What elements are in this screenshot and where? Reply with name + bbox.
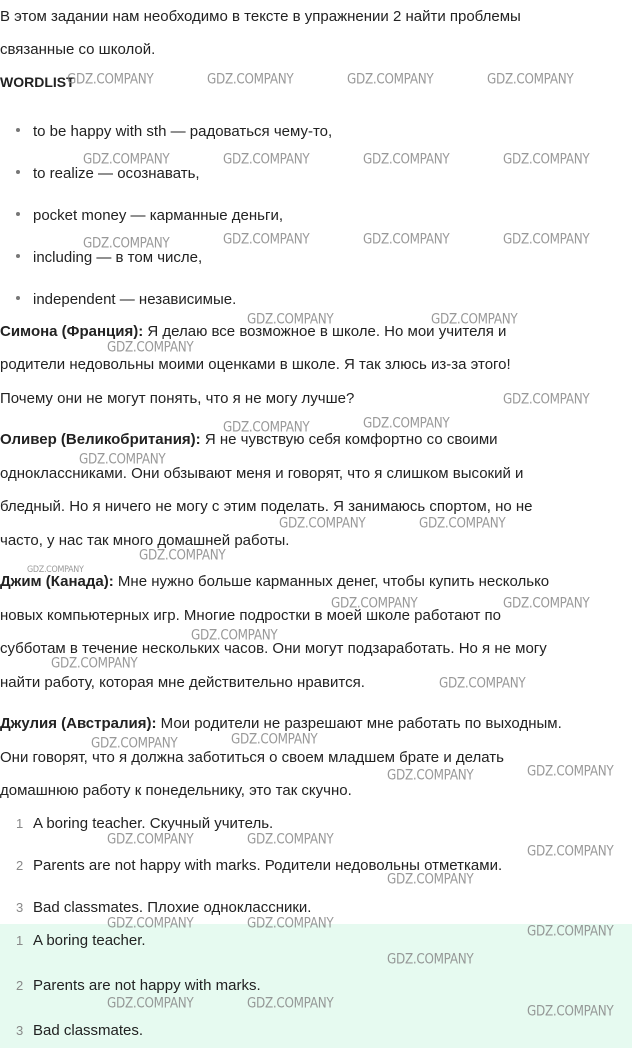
watermark: GDZ.COMPANY [107, 915, 194, 932]
watermark: GDZ.COMPANY [331, 595, 418, 612]
paragraph-julia-line-1: Джулия (Австралия): Мои родители не разрешают мне работать по выходным. [0, 715, 562, 732]
watermark: GDZ.COMPANY [387, 951, 474, 968]
watermark: GDZ.COMPANY [223, 419, 310, 436]
watermark: GDZ.COMPANY [363, 151, 450, 168]
watermark: GDZ.COMPANY [439, 675, 526, 692]
watermark: GDZ.COMPANY [527, 923, 614, 940]
watermark: GDZ.COMPANY [247, 831, 334, 848]
paragraph-oliver-line-2: одноклассниками. Они обзывают меня и говорят, что я слишком высокий и [0, 465, 524, 482]
paragraph-julia-line-2: Они говорят, что я должна заботиться о своем младшем брате и делать [0, 749, 504, 766]
watermark: GDZ.COMPANY [527, 1003, 614, 1020]
paragraph-jim-line-1: Джим (Канада): Мне нужно больше карманных денег, чтобы купить несколько [0, 573, 550, 590]
watermark: GDZ.COMPANY [27, 564, 84, 575]
wordlist-item: to be happy with sth — радоваться чему-то, [16, 122, 332, 142]
watermark: GDZ.COMPANY [527, 843, 614, 860]
watermark: GDZ.COMPANY [347, 71, 434, 88]
paragraph-oliver-line-3: бледный. Но я ничего не могу с этим поделать. Я занимаюсь спортом, но не [0, 498, 533, 515]
watermark: GDZ.COMPANY [503, 595, 590, 612]
watermark: GDZ.COMPANY [503, 391, 590, 408]
paragraph-oliver-line-4: часто, у нас так много домашней работы. [0, 532, 290, 549]
watermark: GDZ.COMPANY [431, 311, 518, 328]
numbered-item: 3 Bad classmates. Плохие одноклассники. [16, 899, 312, 916]
bullet-icon [16, 254, 20, 258]
bullet-icon [16, 212, 20, 216]
speaker-name: Оливер (Великобритания): [0, 431, 201, 448]
speaker-name: Джим (Канада): [0, 573, 114, 590]
watermark: GDZ.COMPANY [207, 71, 294, 88]
watermark: GDZ.COMPANY [139, 547, 226, 564]
watermark: GDZ.COMPANY [503, 231, 590, 248]
speaker-name: Симона (Франция): [0, 323, 144, 340]
intro-line-1: В этом задании нам необходимо в тексте в упражнении 2 найти проблемы [0, 8, 521, 25]
paragraph-julia-line-3: домашнюю работу к понедельнику, это так скучно. [0, 782, 352, 799]
watermark: GDZ.COMPANY [231, 731, 318, 748]
watermark: GDZ.COMPANY [83, 235, 170, 252]
numbered-item: 1 A boring teacher. Скучный учитель. [16, 815, 274, 832]
watermark: GDZ.COMPANY [363, 231, 450, 248]
watermark: GDZ.COMPANY [247, 311, 334, 328]
intro-line-2: связанные со школой. [0, 41, 156, 58]
bullet-icon [16, 296, 20, 300]
watermark: GDZ.COMPANY [91, 735, 178, 752]
paragraph-jim-line-3: субботам в течение нескольких часов. Они могут подзаработать. Но я не могу [0, 640, 547, 657]
wordlist-item: to realize — осознавать, [16, 164, 200, 184]
watermark: GDZ.COMPANY [51, 655, 138, 672]
watermark: GDZ.COMPANY [79, 451, 166, 468]
wordlist-item: pocket money — карманные деньги, [16, 206, 283, 226]
wordlist-title: WORDLIST [0, 74, 75, 90]
speaker-name: Джулия (Австралия): [0, 715, 157, 732]
watermark: GDZ.COMPANY [223, 231, 310, 248]
answer-item: 1 A boring teacher. [16, 932, 146, 949]
watermark: GDZ.COMPANY [419, 515, 506, 532]
watermark: GDZ.COMPANY [67, 71, 154, 88]
answer-item: 2 Parents are not happy with marks. [16, 977, 261, 994]
paragraph-jim-line-2: новых компьютерных игр. Многие подростки в моей школе работают по [0, 607, 501, 624]
watermark: GDZ.COMPANY [107, 339, 194, 356]
watermark: GDZ.COMPANY [191, 627, 278, 644]
watermark: GDZ.COMPANY [247, 995, 334, 1012]
watermark: GDZ.COMPANY [107, 831, 194, 848]
watermark: GDZ.COMPANY [487, 71, 574, 88]
wordlist-item: including — в том числе, [16, 248, 202, 268]
paragraph-jim-line-4: найти работу, которая мне действительно нравится. [0, 674, 365, 691]
paragraph-oliver-line-1: Оливер (Великобритания): Я не чувствую себя комфортно со своими [0, 431, 498, 448]
bullet-icon [16, 128, 20, 132]
watermark: GDZ.COMPANY [387, 871, 474, 888]
watermark: GDZ.COMPANY [247, 915, 334, 932]
numbered-item: 2 Parents are not happy with marks. Родители недовольны отметками. [16, 857, 503, 874]
watermark: GDZ.COMPANY [387, 767, 474, 784]
watermark: GDZ.COMPANY [503, 151, 590, 168]
watermark: GDZ.COMPANY [279, 515, 366, 532]
paragraph-simona-line-2: родители недовольны моими оценками в школе. Я так злюсь из-за этого! [0, 356, 511, 373]
answer-item: 3 Bad classmates. [16, 1022, 144, 1039]
watermark: GDZ.COMPANY [223, 151, 310, 168]
watermark: GDZ.COMPANY [107, 995, 194, 1012]
watermark: GDZ.COMPANY [363, 415, 450, 432]
paragraph-simona-line-1: Симона (Франция): Я делаю все возможное в школе. Но мои учителя и [0, 323, 507, 340]
watermark: GDZ.COMPANY [527, 763, 614, 780]
bullet-icon [16, 170, 20, 174]
wordlist-item: independent — независимые. [16, 290, 236, 310]
paragraph-simona-line-3: Почему они не могут понять, что я не могу лучше? [0, 390, 355, 407]
watermark: GDZ.COMPANY [83, 151, 170, 168]
